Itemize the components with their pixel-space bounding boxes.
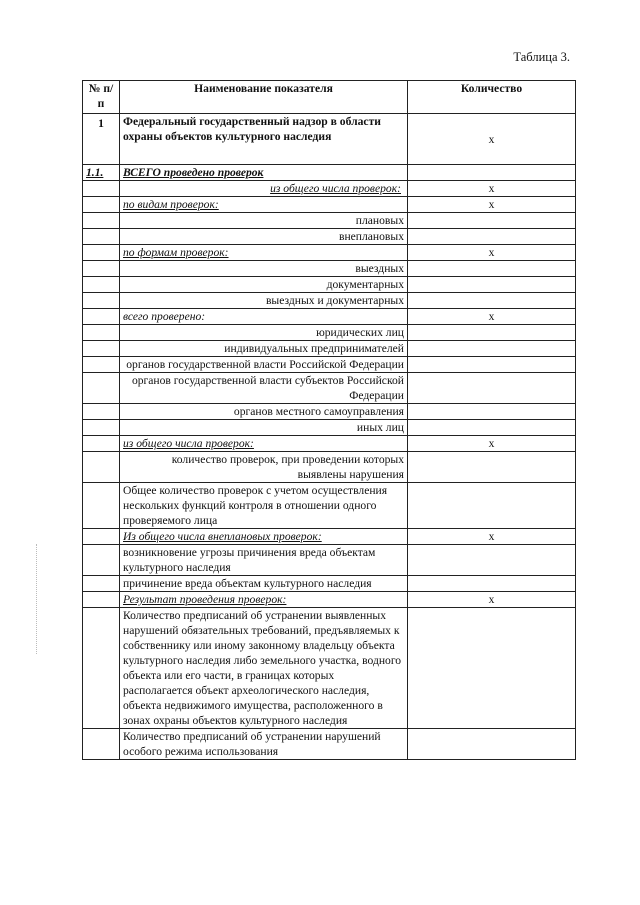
row-quantity [408, 293, 576, 309]
row-quantity [408, 404, 576, 420]
row-indicator-name: плановых [120, 213, 408, 229]
row-num [83, 420, 120, 436]
row-quantity [408, 341, 576, 357]
row-indicator-name: внеплановых [120, 229, 408, 245]
row-quantity [408, 483, 576, 529]
row-indicator-name: возникновение угрозы причинения вреда объектам культурного наследия [120, 545, 408, 576]
table-row [83, 293, 576, 309]
row-num [83, 325, 120, 341]
row-num [83, 592, 120, 608]
row-quantity [408, 229, 576, 245]
row-num [83, 341, 120, 357]
row-indicator-name: ВСЕГО проведено проверок [120, 165, 408, 181]
row-quantity: x [408, 436, 576, 452]
row-indicator-name: иных лиц [120, 420, 408, 436]
row-indicator-name: органов государственной власти Российской Федерации [120, 357, 408, 373]
row-indicator-name: Количество предписаний об устранении нарушений особого режима использования [120, 729, 408, 760]
table-row [83, 420, 576, 436]
row-quantity [408, 277, 576, 293]
table-row [83, 452, 576, 483]
row-quantity [408, 213, 576, 229]
row-indicator-name: причинение вреда объектам культурного наследия [120, 576, 408, 592]
table-row [83, 608, 576, 729]
table-row [83, 181, 576, 197]
row-quantity [408, 165, 576, 181]
table-row [83, 197, 576, 213]
row-num [83, 197, 120, 213]
row-quantity: x [408, 529, 576, 545]
row-indicator-name: по видам проверок: [120, 197, 408, 213]
section-num: 1 [83, 114, 120, 165]
row-num [83, 309, 120, 325]
row-quantity [408, 545, 576, 576]
row-indicator-name: по формам проверок: [120, 245, 408, 261]
table-row [83, 404, 576, 420]
row-quantity [408, 452, 576, 483]
row-indicator-name: Количество предписаний об устранении выявленных нарушений обязательных требований, предъявляемых к собственнику или иному законному владельцу объекта культурного наследия либо земельного участка, водного объекта или его части, в границах которых располагается объект археологического наследия, объекта недвижимого имущества, расположенного в зонах охраны объектов культурного наследия [120, 608, 408, 729]
row-indicator-name: документарных [120, 277, 408, 293]
row-num [83, 608, 120, 729]
section-title: Федеральный государственный надзор в области охраны объектов культурного наследия [120, 114, 408, 165]
row-quantity: x [408, 592, 576, 608]
row-indicator-name: органов государственной власти субъектов Российской Федерации [120, 373, 408, 404]
row-num [83, 357, 120, 373]
row-indicator-name: индивидуальных предпринимателей [120, 341, 408, 357]
row-num [83, 576, 120, 592]
header-num: № п/п [83, 81, 120, 114]
table-row [83, 261, 576, 277]
section-row [83, 114, 576, 165]
row-quantity [408, 729, 576, 760]
header-name: Наименование показателя [120, 81, 408, 114]
row-quantity [408, 608, 576, 729]
table-row [83, 309, 576, 325]
row-quantity: x [408, 181, 576, 197]
table-row [83, 729, 576, 760]
table-row [83, 483, 576, 529]
table-row [83, 341, 576, 357]
row-indicator-name: выездных [120, 261, 408, 277]
row-num [83, 261, 120, 277]
row-indicator-name: всего проверено: [120, 309, 408, 325]
row-num [83, 436, 120, 452]
table-row [83, 436, 576, 452]
row-quantity [408, 357, 576, 373]
row-quantity [408, 373, 576, 404]
scan-artifact [36, 544, 39, 654]
table-caption: Таблица 3. [513, 50, 570, 64]
table-row [83, 592, 576, 608]
table-row [83, 357, 576, 373]
table-row [83, 529, 576, 545]
table-row [83, 229, 576, 245]
table-row [83, 545, 576, 576]
row-num [83, 529, 120, 545]
row-num: 1.1. [83, 165, 120, 181]
section-qty: x [408, 114, 576, 165]
row-indicator-name: из общего числа проверок: [120, 181, 408, 197]
row-num [83, 293, 120, 309]
row-indicator-name: Результат проведения проверок: [120, 592, 408, 608]
row-num [83, 181, 120, 197]
row-quantity [408, 261, 576, 277]
row-indicator-name: юридических лиц [120, 325, 408, 341]
table-row [83, 245, 576, 261]
table-row [83, 277, 576, 293]
table-row [83, 576, 576, 592]
row-indicator-name: выездных и документарных [120, 293, 408, 309]
row-num [83, 452, 120, 483]
row-quantity: x [408, 245, 576, 261]
header-qty: Количество [408, 81, 576, 114]
row-indicator-name: Из общего числа внеплановых проверок: [120, 529, 408, 545]
row-indicator-name: из общего числа проверок: [120, 436, 408, 452]
table-row [83, 373, 576, 404]
row-num [83, 229, 120, 245]
table-row [83, 325, 576, 341]
indicators-table [82, 80, 576, 760]
row-num [83, 545, 120, 576]
row-quantity: x [408, 309, 576, 325]
row-num [83, 404, 120, 420]
row-num [83, 373, 120, 404]
row-quantity: x [408, 197, 576, 213]
row-num [83, 213, 120, 229]
row-num [83, 483, 120, 529]
table-row [83, 213, 576, 229]
row-quantity [408, 420, 576, 436]
row-quantity [408, 325, 576, 341]
row-quantity [408, 576, 576, 592]
row-num [83, 245, 120, 261]
table-header-row [83, 81, 576, 114]
table-row [83, 165, 576, 181]
row-num [83, 277, 120, 293]
row-num [83, 729, 120, 760]
row-indicator-name: Общее количество проверок с учетом осуществления нескольких функций контроля в отношении одного проверяемого лица [120, 483, 408, 529]
row-indicator-name: органов местного самоуправления [120, 404, 408, 420]
row-indicator-name: количество проверок, при проведении которых выявлены нарушения [120, 452, 408, 483]
